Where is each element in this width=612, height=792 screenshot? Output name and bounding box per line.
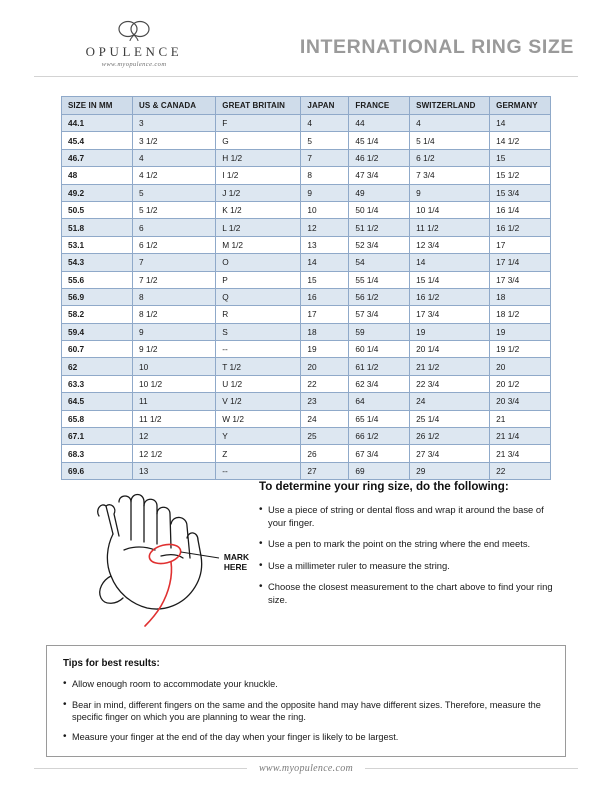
column-header-switzerland: SWITZERLAND: [410, 97, 490, 115]
table-cell: 8: [301, 167, 349, 184]
table-row: [62, 375, 551, 392]
list-item: [63, 731, 549, 744]
table-cell: M 1/2: [216, 236, 301, 253]
page-header: [0, 0, 612, 68]
table-cell: H 1/2: [216, 149, 301, 166]
table-row: [62, 149, 551, 166]
table-cell: 57 3/4: [349, 306, 410, 323]
table-cell: 67.1: [62, 428, 133, 445]
table-cell: 19: [410, 323, 490, 340]
table-cell: 62 3/4: [349, 375, 410, 392]
table-cell: T 1/2: [216, 358, 301, 375]
table-cell: V 1/2: [216, 393, 301, 410]
hand-with-string-icon: [61, 480, 251, 630]
table-cell: 20 1/4: [410, 341, 490, 358]
table-cell: 17: [301, 306, 349, 323]
list-item: [259, 538, 553, 551]
table-cell: 11: [133, 393, 216, 410]
table-cell: 48: [62, 167, 133, 184]
table-row: [62, 115, 551, 132]
table-cell: 47 3/4: [349, 167, 410, 184]
table-cell: 16 1/2: [490, 219, 551, 236]
table-cell: 29: [410, 462, 490, 479]
table-cell: 20 3/4: [490, 393, 551, 410]
bullet-icon: •: [63, 731, 67, 743]
table-cell: 68.3: [62, 445, 133, 462]
column-header-size-mm: SIZE IN MM: [62, 97, 133, 115]
table-cell: 49.2: [62, 184, 133, 201]
table-cell: 54.3: [62, 254, 133, 271]
table-cell: 6 1/2: [410, 149, 490, 166]
table-cell: 6 1/2: [133, 236, 216, 253]
list-item-text: Use a piece of string or dental floss and wrap it around the base of your finger.: [268, 504, 544, 528]
table-cell: 26: [301, 445, 349, 462]
page-title: INTERNATIONAL RING SIZE: [299, 36, 574, 58]
bullet-icon: •: [63, 678, 67, 689]
table-cell: 12: [133, 428, 216, 445]
table-cell: Y: [216, 428, 301, 445]
table-cell: 22: [490, 462, 551, 479]
brand-logo: [34, 18, 234, 68]
table-cell: 6: [133, 219, 216, 236]
table-cell: 15: [490, 149, 551, 166]
table-cell: 60 1/4: [349, 341, 410, 358]
table-cell: --: [216, 341, 301, 358]
table-cell: Z: [216, 445, 301, 462]
table-cell: 60.7: [62, 341, 133, 358]
table-cell: 18 1/2: [490, 306, 551, 323]
table-cell: 8: [133, 288, 216, 305]
table-cell: 5: [133, 184, 216, 201]
table-cell: O: [216, 254, 301, 271]
table-cell: 61 1/2: [349, 358, 410, 375]
table-cell: G: [216, 132, 301, 149]
table-cell: 12: [301, 219, 349, 236]
table-row: [62, 428, 551, 445]
table-cell: 58.2: [62, 306, 133, 323]
table-cell: K 1/2: [216, 201, 301, 218]
table-cell: 55.6: [62, 271, 133, 288]
table-cell: 7: [133, 254, 216, 271]
bullet-icon: •: [259, 504, 263, 515]
table-cell: 20: [490, 358, 551, 375]
table-cell: 46.7: [62, 149, 133, 166]
mark-here-line2: HERE: [223, 562, 248, 572]
table-cell: U 1/2: [216, 375, 301, 392]
table-cell: 4: [410, 115, 490, 132]
table-cell: 21 3/4: [490, 445, 551, 462]
list-item-text: Use a millimeter ruler to measure the string.: [268, 559, 450, 571]
tips-list: [63, 678, 549, 744]
table-cell: 22: [301, 375, 349, 392]
table-cell: 21: [490, 410, 551, 427]
table-cell: 19: [301, 341, 349, 358]
table-cell: 16 1/4: [490, 201, 551, 218]
table-cell: 24: [301, 410, 349, 427]
table-cell: 10 1/2: [133, 375, 216, 392]
table-cell: 27 3/4: [410, 445, 490, 462]
table-cell: 45 1/4: [349, 132, 410, 149]
table-row: [62, 132, 551, 149]
column-header-great-britain: GREAT BRITAIN: [216, 97, 301, 115]
table-cell: --: [216, 462, 301, 479]
table-cell: 15 1/4: [410, 271, 490, 288]
list-item-text: Bear in mind, different fingers on the same and the opposite hand may have different sizes. Therefore, measure the specific finger on which you are planning to wear the ring.: [72, 699, 541, 722]
table-cell: 7 1/2: [133, 271, 216, 288]
tips-box: [46, 645, 566, 757]
table-cell: 20: [301, 358, 349, 375]
table-row: [62, 254, 551, 271]
table-cell: 44: [349, 115, 410, 132]
table-cell: 64.5: [62, 393, 133, 410]
header-divider: [34, 76, 578, 77]
table-row: [62, 201, 551, 218]
table-cell: S: [216, 323, 301, 340]
table-row: [62, 323, 551, 340]
table-cell: 26 1/2: [410, 428, 490, 445]
table-cell: 15 1/2: [490, 167, 551, 184]
table-header-row: [62, 97, 551, 115]
table-cell: 9 1/2: [133, 341, 216, 358]
list-item: [259, 560, 553, 573]
table-cell: Q: [216, 288, 301, 305]
table-cell: 65.8: [62, 410, 133, 427]
table-cell: 51 1/2: [349, 219, 410, 236]
table-cell: 13: [133, 462, 216, 479]
table-cell: 44.1: [62, 115, 133, 132]
table-cell: 69: [349, 462, 410, 479]
table-cell: 45.4: [62, 132, 133, 149]
table-cell: 66 1/2: [349, 428, 410, 445]
table-cell: 9: [133, 323, 216, 340]
table-cell: 17 3/4: [410, 306, 490, 323]
table-cell: 62: [62, 358, 133, 375]
table-row: [62, 271, 551, 288]
table-cell: 25: [301, 428, 349, 445]
table-row: [62, 288, 551, 305]
table-cell: 49: [349, 184, 410, 201]
table-cell: 7 3/4: [410, 167, 490, 184]
table-cell: 4 1/2: [133, 167, 216, 184]
table-cell: L 1/2: [216, 219, 301, 236]
table-cell: I 1/2: [216, 167, 301, 184]
column-header-germany: GERMANY: [490, 97, 551, 115]
table-row: [62, 358, 551, 375]
table-cell: J 1/2: [216, 184, 301, 201]
list-item-text: Measure your finger at the end of the day when your finger is likely to be largest.: [72, 732, 399, 743]
footer-divider-right: [365, 768, 578, 769]
footer-divider-left: [34, 768, 247, 769]
table-cell: 53.1: [62, 236, 133, 253]
table-cell: 14: [490, 115, 551, 132]
list-item: [63, 678, 549, 691]
opulence-monogram-icon: [34, 20, 234, 42]
brand-name: OPULENCE: [85, 44, 183, 59]
table-cell: 55 1/4: [349, 271, 410, 288]
measure-instructions-section: [61, 480, 553, 630]
table-cell: 9: [410, 184, 490, 201]
table-cell: 10: [301, 201, 349, 218]
instructions-heading: To determine your ring size, do the following:: [259, 480, 509, 493]
table-cell: 56.9: [62, 288, 133, 305]
table-cell: 17 1/4: [490, 254, 551, 271]
table-row: [62, 462, 551, 479]
table-cell: 59: [349, 323, 410, 340]
tips-heading: Tips for best results:: [63, 658, 160, 669]
table-cell: 12 3/4: [410, 236, 490, 253]
table-cell: 25 1/4: [410, 410, 490, 427]
bullet-icon: •: [259, 581, 263, 593]
table-cell: 27: [301, 462, 349, 479]
table-body: [62, 115, 551, 480]
table-cell: W 1/2: [216, 410, 301, 427]
ring-size-table-container: [61, 96, 551, 480]
table-cell: 15 3/4: [490, 184, 551, 201]
table-cell: 54: [349, 254, 410, 271]
table-cell: 16 1/2: [410, 288, 490, 305]
table-cell: 64: [349, 393, 410, 410]
mark-here-label: [224, 552, 249, 572]
table-cell: 12 1/2: [133, 445, 216, 462]
table-cell: 67 3/4: [349, 445, 410, 462]
table-row: [62, 341, 551, 358]
table-cell: 51.8: [62, 219, 133, 236]
table-row: [62, 236, 551, 253]
bullet-icon: •: [63, 698, 67, 710]
table-cell: 65 1/4: [349, 410, 410, 427]
table-cell: 4: [133, 149, 216, 166]
table-cell: 4: [301, 115, 349, 132]
table-row: [62, 167, 551, 184]
table-cell: 46 1/2: [349, 149, 410, 166]
table-cell: 69.6: [62, 462, 133, 479]
table-cell: 21 1/2: [410, 358, 490, 375]
table-row: [62, 445, 551, 462]
column-header-france: FRANCE: [349, 97, 410, 115]
table-cell: 3: [133, 115, 216, 132]
table-cell: 5 1/2: [133, 201, 216, 218]
table-row: [62, 410, 551, 427]
table-cell: 50.5: [62, 201, 133, 218]
table-cell: 14: [410, 254, 490, 271]
ring-size-table: [61, 96, 551, 480]
page-footer: [34, 763, 578, 774]
table-cell: 10: [133, 358, 216, 375]
table-cell: 19 1/2: [490, 341, 551, 358]
instructions-block: [251, 480, 553, 630]
table-cell: 15: [301, 271, 349, 288]
list-item: [63, 699, 549, 724]
table-cell: R: [216, 306, 301, 323]
table-cell: F: [216, 115, 301, 132]
table-cell: 50 1/4: [349, 201, 410, 218]
footer-url: www.myopulence.com: [258, 763, 354, 774]
table-cell: 63.3: [62, 375, 133, 392]
table-cell: 23: [301, 393, 349, 410]
table-cell: 14 1/2: [490, 132, 551, 149]
column-header-us-canada: US & CANADA: [133, 97, 216, 115]
table-cell: 52 3/4: [349, 236, 410, 253]
table-cell: 17: [490, 236, 551, 253]
table-cell: 18: [301, 323, 349, 340]
list-item: [259, 504, 553, 529]
table-cell: 7: [301, 149, 349, 166]
table-cell: 9: [301, 184, 349, 201]
table-cell: 5: [301, 132, 349, 149]
list-item: [259, 581, 553, 606]
table-row: [62, 306, 551, 323]
table-cell: P: [216, 271, 301, 288]
mark-here-line1: MARK: [223, 552, 249, 562]
table-cell: 59.4: [62, 323, 133, 340]
table-cell: 16: [301, 288, 349, 305]
table-cell: 21 1/4: [490, 428, 551, 445]
table-cell: 24: [410, 393, 490, 410]
table-cell: 10 1/4: [410, 201, 490, 218]
table-cell: 3 1/2: [133, 132, 216, 149]
table-row: [62, 393, 551, 410]
brand-url: www.myopulence.com: [101, 61, 167, 68]
column-header-japan: JAPAN: [301, 97, 349, 115]
table-cell: 18: [490, 288, 551, 305]
table-cell: 11 1/2: [133, 410, 216, 427]
list-item-text: Choose the closest measurement to the chart above to find your ring size.: [268, 581, 553, 605]
list-item-text: Allow enough room to accommodate your knuckle.: [72, 679, 278, 689]
instructions-list: [259, 504, 553, 607]
table-row: [62, 219, 551, 236]
table-cell: 22 3/4: [410, 375, 490, 392]
table-cell: 20 1/2: [490, 375, 551, 392]
bullet-icon: •: [259, 538, 263, 550]
table-cell: 17 3/4: [490, 271, 551, 288]
table-cell: 5 1/4: [410, 132, 490, 149]
table-cell: 11 1/2: [410, 219, 490, 236]
table-cell: 8 1/2: [133, 306, 216, 323]
list-item-text: Use a pen to mark the point on the string where the end meets.: [268, 538, 531, 550]
table-cell: 13: [301, 236, 349, 253]
table-row: [62, 184, 551, 201]
table-cell: 14: [301, 254, 349, 271]
table-cell: 19: [490, 323, 551, 340]
table-cell: 56 1/2: [349, 288, 410, 305]
bullet-icon: •: [259, 559, 263, 571]
